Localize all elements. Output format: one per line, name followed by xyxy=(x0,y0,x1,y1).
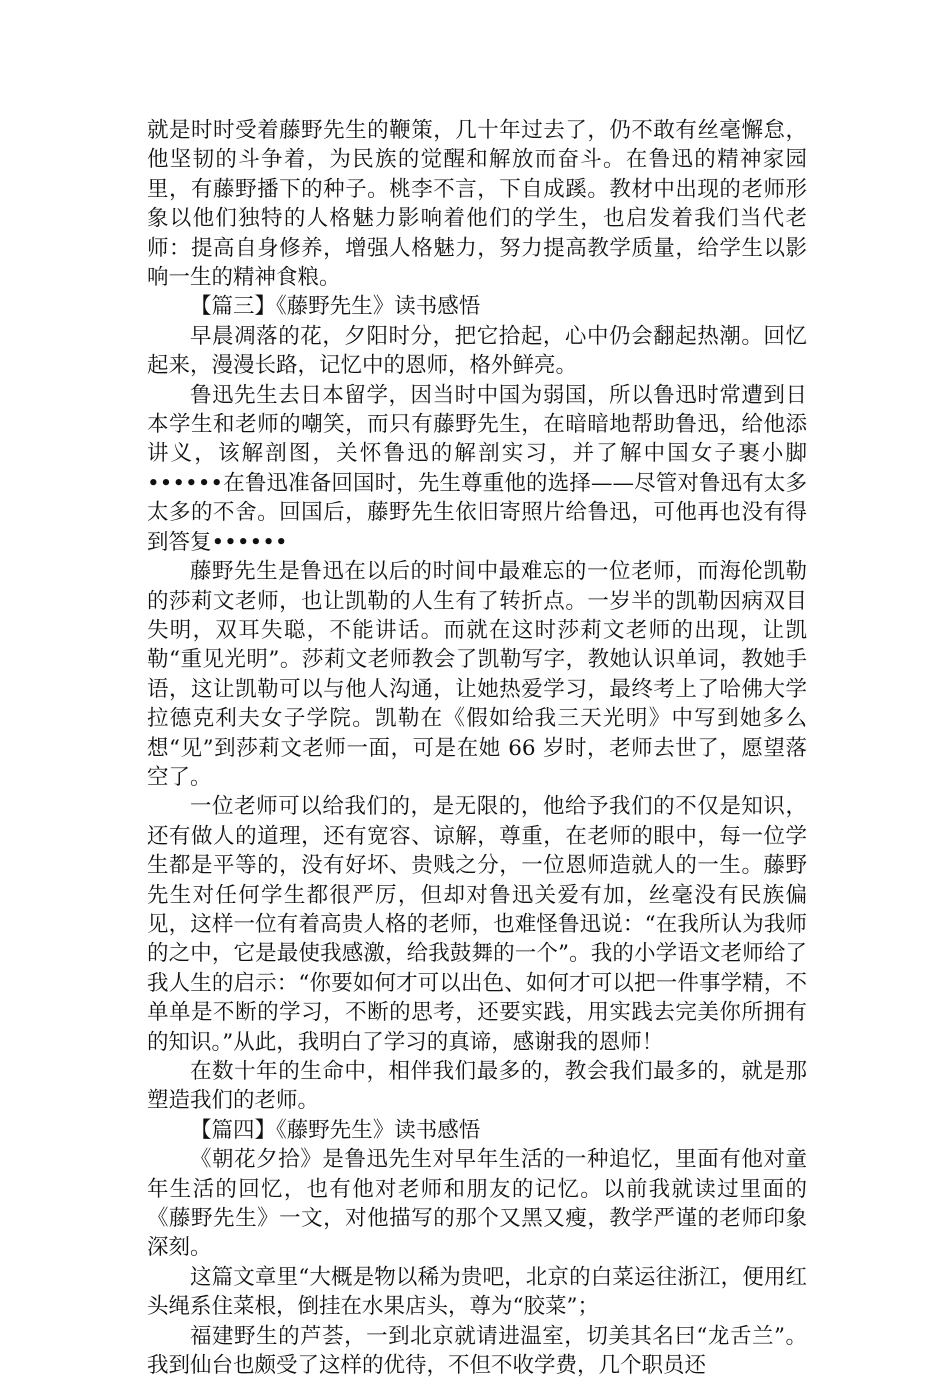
paragraph: 鲁迅先生去日本留学，因当时中国为弱国，所以鲁迅时常遭到日本学生和老师的嘲笑，而只有藤野先生，在暗暗地帮助鲁迅，给他添讲义，该解剖图，关怀鲁迅的解剖实习，并了解中国女子裹小脚••••••在鲁迅准备回国时，先生尊重他的选择——尽管对鲁迅有太多太多的不舍。回国后，藤野先生依旧寄照片给鲁迅，可他再也没有得到答复•••••• xyxy=(147,382,807,555)
paragraph: 在数十年的生命中，相伴我们最多的，教会我们最多的，就是那塑造我们的老师。 xyxy=(147,1059,807,1114)
paragraph: 早晨凋落的花，夕阳时分，把它拾起，心中仍会翻起热潮。回忆起来，漫漫长路，记忆中的恩师，格外鲜亮。 xyxy=(147,323,807,379)
section-heading-part-three: 【篇三】《藤野先生》读书感悟 xyxy=(190,294,481,320)
paragraph: 一位老师可以给我们的，是无限的，他给予我们的不仅是知识，还有做人的道理，还有宽容、谅解，尊重，在老师的眼中，每一位学生都是平等的，没有好坏、贵贱之分，一位恩师造就人的一生。藤野先生对任何学生都很严厉，但却对鲁迅关爱有加，丝毫没有民族偏见，这样一位有着高贵人格的老师，也难怪鲁迅说：“在我所认为我师的之中，它是最使我感激，给我鼓舞的一个”。我的小学语文老师给了我人生的启示：“你要如何才可以出色、如何才可以把一件事学精，不单单是不断的学习，不断的思考，还要实践，用实践去完美你所拥有的知识。”从此，我明白了学习的真谛，感谢我的恩师！ xyxy=(147,794,807,1055)
paragraph: 《朝花夕拾》是鲁迅先生对早年生活的一种追忆，里面有他对童年生活的回忆，也有他对老师和朋友的记忆。以前我就读过里面的《藤野先生》一文，对他描写的那个又黑又瘦，教学严谨的老师印象深刻。 xyxy=(147,1147,807,1261)
paragraph: 这篇文章里“大概是物以稀为贵吧，北京的白菜运往浙江，便用红头绳系住菜根，倒挂在水果店头，尊为“胶菜”； xyxy=(147,1264,807,1320)
paragraph-continuation: 就是时时受着藤野先生的鞭策，几十年过去了，仍不敢有丝毫懈怠，他坚韧的斗争着，为民族的觉醒和解放而奋斗。在鲁迅的精神家园里，有藤野播下的种子。桃李不言，下自成蹊。教材中出现的老师形象以他们独特的人格魅力影响着他们的学生，也启发着我们当代老师：提高自身修养，增强人格魅力，努力提高教学质量，给学生以影响一生的精神食粮。 xyxy=(147,118,807,291)
paragraph: 藤野先生是鲁迅在以后的时间中最难忘的一位老师，而海伦凯勒的莎莉文老师，也让凯勒的人生有了转折点。一岁半的凯勒因病双目失明，双耳失聪，不能讲话。而就在这时莎莉文老师的出现，让凯勒“重见光明”。莎莉文老师教会了凯勒写字，教她认识单词，教她手语，这让凯勒可以与他人沟通，让她热爱学习，最终考上了哈佛大学拉德克利夫女子学院。凯勒在《假如给我三天光明》中写到她多么想“见”到莎莉文老师一面，可是在她 66 岁时，老师去世了，愿望落空了。 xyxy=(147,559,807,790)
section-heading-part-four: 【篇四】《藤野先生》读书感悟 xyxy=(190,1117,481,1143)
paragraph: 福建野生的芦荟，一到北京就请进温室，切美其名曰“龙舌兰”。我到仙台也颇受了这样的优待，不但不收学费，几个职员还 xyxy=(147,1323,807,1379)
document-page xyxy=(147,116,807,1380)
